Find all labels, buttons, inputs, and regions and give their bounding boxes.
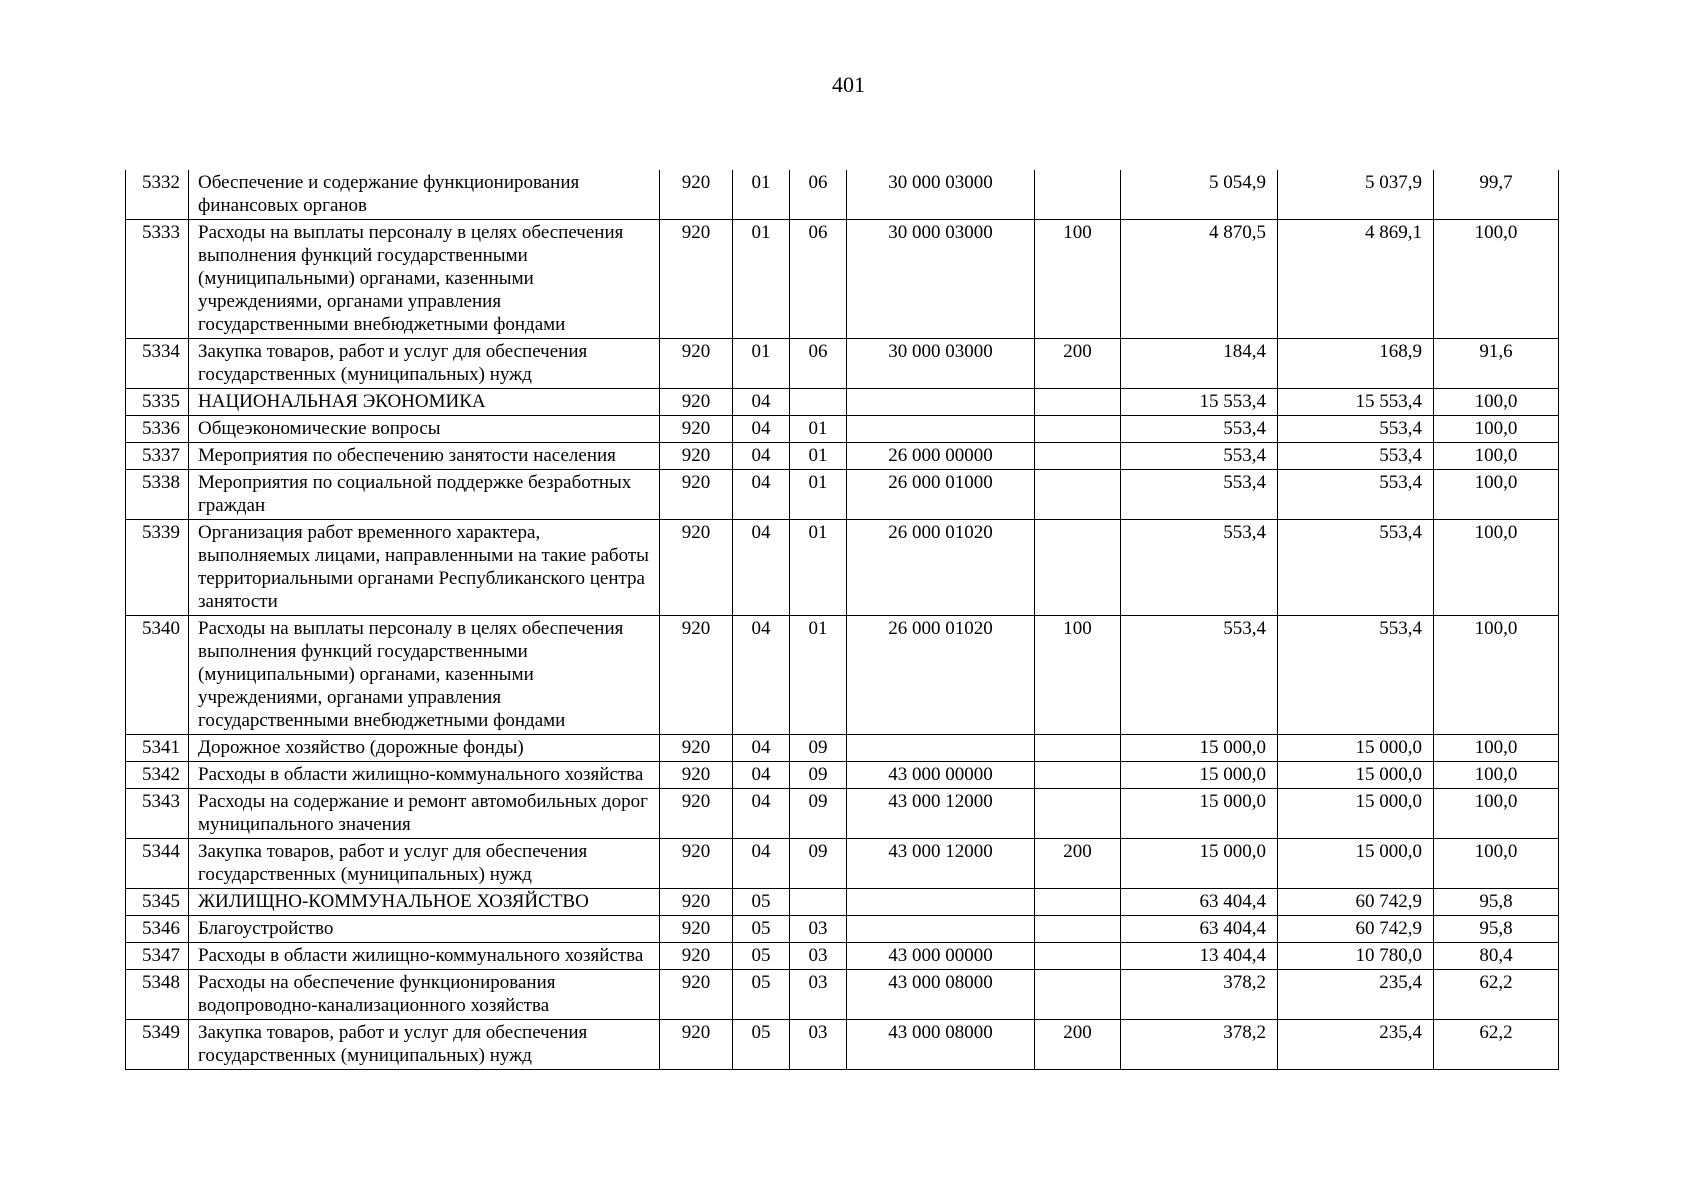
row-subsection: 03	[790, 970, 847, 1020]
row-plan: 13 404,4	[1121, 943, 1278, 970]
row-expense-type: 200	[1035, 339, 1121, 389]
row-section: 04	[733, 520, 790, 616]
row-fact: 60 742,9	[1278, 889, 1434, 916]
row-section: 04	[733, 416, 790, 443]
row-target-article	[847, 916, 1035, 943]
row-name: Мероприятия по обеспечению занятости населения	[189, 443, 660, 470]
row-section: 04	[733, 839, 790, 889]
row-target-article: 30 000 03000	[847, 170, 1035, 220]
row-expense-type	[1035, 520, 1121, 616]
table-row	[126, 220, 1559, 339]
row-percent: 95,8	[1434, 889, 1559, 916]
row-expense-type: 100	[1035, 616, 1121, 735]
row-target-article: 43 000 08000	[847, 1020, 1035, 1070]
row-number: 5345	[126, 889, 189, 916]
row-name: Обеспечение и содержание функционирования финансовых органов	[189, 170, 660, 220]
row-target-article: 43 000 00000	[847, 762, 1035, 789]
row-fact: 553,4	[1278, 470, 1434, 520]
row-target-article: 26 000 01000	[847, 470, 1035, 520]
row-name: Дорожное хозяйство (дорожные фонды)	[189, 735, 660, 762]
row-section: 04	[733, 470, 790, 520]
row-target-article: 26 000 00000	[847, 443, 1035, 470]
row-percent: 100,0	[1434, 839, 1559, 889]
row-expense-type	[1035, 389, 1121, 416]
row-percent: 91,6	[1434, 339, 1559, 389]
row-fact: 15 000,0	[1278, 735, 1434, 762]
row-plan: 553,4	[1121, 616, 1278, 735]
table-row	[126, 762, 1559, 789]
row-subsection: 09	[790, 839, 847, 889]
row-expense-type	[1035, 470, 1121, 520]
table-row	[126, 470, 1559, 520]
row-plan: 553,4	[1121, 520, 1278, 616]
row-plan: 63 404,4	[1121, 916, 1278, 943]
row-name: Общеэкономические вопросы	[189, 416, 660, 443]
row-section: 05	[733, 889, 790, 916]
row-plan: 15 000,0	[1121, 789, 1278, 839]
row-number: 5347	[126, 943, 189, 970]
row-percent: 100,0	[1434, 220, 1559, 339]
row-plan: 4 870,5	[1121, 220, 1278, 339]
row-subsection: 03	[790, 916, 847, 943]
row-percent: 100,0	[1434, 389, 1559, 416]
row-subsection: 06	[790, 220, 847, 339]
table-row	[126, 916, 1559, 943]
row-grbs: 920	[660, 1020, 733, 1070]
row-fact: 553,4	[1278, 520, 1434, 616]
row-number: 5336	[126, 416, 189, 443]
row-fact: 553,4	[1278, 416, 1434, 443]
table-row	[126, 416, 1559, 443]
row-subsection: 06	[790, 170, 847, 220]
row-target-article: 43 000 12000	[847, 789, 1035, 839]
row-plan: 553,4	[1121, 470, 1278, 520]
row-fact: 10 780,0	[1278, 943, 1434, 970]
row-fact: 5 037,9	[1278, 170, 1434, 220]
row-section: 01	[733, 220, 790, 339]
row-grbs: 920	[660, 170, 733, 220]
row-percent: 100,0	[1434, 616, 1559, 735]
row-section: 05	[733, 970, 790, 1020]
table-row	[126, 616, 1559, 735]
row-expense-type	[1035, 970, 1121, 1020]
row-number: 5335	[126, 389, 189, 416]
row-expense-type	[1035, 916, 1121, 943]
row-grbs: 920	[660, 470, 733, 520]
row-target-article	[847, 889, 1035, 916]
row-subsection: 01	[790, 443, 847, 470]
row-number: 5338	[126, 470, 189, 520]
row-percent: 100,0	[1434, 735, 1559, 762]
row-name: Благоустройство	[189, 916, 660, 943]
row-subsection: 09	[790, 762, 847, 789]
row-name: Расходы на содержание и ремонт автомобильных дорог муниципального значения	[189, 789, 660, 839]
row-plan: 553,4	[1121, 416, 1278, 443]
budget-table	[125, 170, 1559, 1070]
row-fact: 4 869,1	[1278, 220, 1434, 339]
row-percent: 62,2	[1434, 1020, 1559, 1070]
row-grbs: 920	[660, 839, 733, 889]
row-number: 5344	[126, 839, 189, 889]
row-name: Закупка товаров, работ и услуг для обеспечения государственных (муниципальных) нужд	[189, 1020, 660, 1070]
row-percent: 100,0	[1434, 470, 1559, 520]
row-section: 04	[733, 443, 790, 470]
row-target-article: 43 000 12000	[847, 839, 1035, 889]
row-plan: 378,2	[1121, 970, 1278, 1020]
table-row	[126, 789, 1559, 839]
row-name: Закупка товаров, работ и услуг для обеспечения государственных (муниципальных) нужд	[189, 839, 660, 889]
row-name: Расходы в области жилищно-коммунального хозяйства	[189, 762, 660, 789]
row-section: 05	[733, 1020, 790, 1070]
row-subsection: 09	[790, 735, 847, 762]
row-section: 04	[733, 762, 790, 789]
row-subsection: 09	[790, 789, 847, 839]
table-row	[126, 389, 1559, 416]
row-fact: 15 000,0	[1278, 839, 1434, 889]
row-target-article	[847, 416, 1035, 443]
row-target-article	[847, 389, 1035, 416]
table-row	[126, 520, 1559, 616]
row-grbs: 920	[660, 789, 733, 839]
row-section: 04	[733, 789, 790, 839]
row-fact: 60 742,9	[1278, 916, 1434, 943]
row-fact: 15 000,0	[1278, 789, 1434, 839]
row-fact: 235,4	[1278, 970, 1434, 1020]
row-grbs: 920	[660, 762, 733, 789]
row-grbs: 920	[660, 735, 733, 762]
row-percent: 100,0	[1434, 789, 1559, 839]
row-grbs: 920	[660, 443, 733, 470]
row-name: Мероприятия по социальной поддержке безработных граждан	[189, 470, 660, 520]
table-body	[126, 170, 1559, 1070]
row-grbs: 920	[660, 520, 733, 616]
row-plan: 5 054,9	[1121, 170, 1278, 220]
row-expense-type	[1035, 762, 1121, 789]
row-subsection: 06	[790, 339, 847, 389]
row-section: 01	[733, 170, 790, 220]
row-target-article	[847, 735, 1035, 762]
row-section: 01	[733, 339, 790, 389]
row-number: 5346	[126, 916, 189, 943]
row-grbs: 920	[660, 416, 733, 443]
row-subsection: 01	[790, 520, 847, 616]
table-row	[126, 1020, 1559, 1070]
row-name: Расходы на выплаты персоналу в целях обеспечения выполнения функций государственными (муниципальными) органами, казенными учреждениями, органами управления государственными внебюджетными фондами	[189, 220, 660, 339]
row-percent: 62,2	[1434, 970, 1559, 1020]
row-percent: 100,0	[1434, 443, 1559, 470]
row-plan: 15 553,4	[1121, 389, 1278, 416]
row-name: Закупка товаров, работ и услуг для обеспечения государственных (муниципальных) нужд	[189, 339, 660, 389]
page-number: 401	[832, 72, 865, 97]
row-plan: 63 404,4	[1121, 889, 1278, 916]
row-grbs: 920	[660, 943, 733, 970]
row-section: 05	[733, 943, 790, 970]
row-section: 05	[733, 916, 790, 943]
row-expense-type	[1035, 943, 1121, 970]
row-number: 5341	[126, 735, 189, 762]
table-row	[126, 943, 1559, 970]
row-fact: 235,4	[1278, 1020, 1434, 1070]
row-target-article: 26 000 01020	[847, 616, 1035, 735]
row-number: 5333	[126, 220, 189, 339]
table-row	[126, 889, 1559, 916]
row-plan: 378,2	[1121, 1020, 1278, 1070]
row-number: 5337	[126, 443, 189, 470]
row-name: НАЦИОНАЛЬНАЯ ЭКОНОМИКА	[189, 389, 660, 416]
row-grbs: 920	[660, 339, 733, 389]
row-subsection	[790, 389, 847, 416]
row-grbs: 920	[660, 389, 733, 416]
row-expense-type	[1035, 416, 1121, 443]
row-number: 5349	[126, 1020, 189, 1070]
row-plan: 15 000,0	[1121, 839, 1278, 889]
row-subsection: 01	[790, 416, 847, 443]
row-section: 04	[733, 389, 790, 416]
row-grbs: 920	[660, 220, 733, 339]
row-expense-type	[1035, 170, 1121, 220]
row-number: 5332	[126, 170, 189, 220]
row-expense-type: 200	[1035, 839, 1121, 889]
row-target-article: 30 000 03000	[847, 339, 1035, 389]
table-row	[126, 970, 1559, 1020]
row-name: Организация работ временного характера, выполняемых лицами, направленными на такие работы территориальными органами Республиканского центра занятости	[189, 520, 660, 616]
row-expense-type	[1035, 735, 1121, 762]
row-number: 5348	[126, 970, 189, 1020]
row-number: 5342	[126, 762, 189, 789]
table-row	[126, 443, 1559, 470]
row-expense-type	[1035, 443, 1121, 470]
row-grbs: 920	[660, 889, 733, 916]
row-name: Расходы на обеспечение функционирования водопроводно-канализационного хозяйства	[189, 970, 660, 1020]
row-subsection	[790, 889, 847, 916]
row-grbs: 920	[660, 616, 733, 735]
row-subsection: 03	[790, 1020, 847, 1070]
row-subsection: 01	[790, 616, 847, 735]
row-fact: 15 553,4	[1278, 389, 1434, 416]
row-name: Расходы на выплаты персоналу в целях обеспечения выполнения функций государственными (муниципальными) органами, казенными учреждениями, органами управления государственными внебюджетными фондами	[189, 616, 660, 735]
row-subsection: 01	[790, 470, 847, 520]
row-percent: 99,7	[1434, 170, 1559, 220]
row-grbs: 920	[660, 970, 733, 1020]
row-target-article: 43 000 00000	[847, 943, 1035, 970]
row-section: 04	[733, 616, 790, 735]
row-fact: 553,4	[1278, 616, 1434, 735]
row-subsection: 03	[790, 943, 847, 970]
row-plan: 184,4	[1121, 339, 1278, 389]
row-percent: 100,0	[1434, 416, 1559, 443]
table-row	[126, 339, 1559, 389]
row-fact: 168,9	[1278, 339, 1434, 389]
row-plan: 553,4	[1121, 443, 1278, 470]
row-plan: 15 000,0	[1121, 735, 1278, 762]
row-name: ЖИЛИЩНО-КОММУНАЛЬНОЕ ХОЗЯЙСТВО	[189, 889, 660, 916]
row-fact: 553,4	[1278, 443, 1434, 470]
row-target-article: 30 000 03000	[847, 220, 1035, 339]
row-section: 04	[733, 735, 790, 762]
row-percent: 100,0	[1434, 762, 1559, 789]
row-number: 5334	[126, 339, 189, 389]
row-expense-type: 100	[1035, 220, 1121, 339]
row-percent: 100,0	[1434, 520, 1559, 616]
row-percent: 80,4	[1434, 943, 1559, 970]
row-expense-type	[1035, 789, 1121, 839]
row-fact: 15 000,0	[1278, 762, 1434, 789]
row-name: Расходы в области жилищно-коммунального хозяйства	[189, 943, 660, 970]
row-grbs: 920	[660, 916, 733, 943]
table-row	[126, 170, 1559, 220]
table-row	[126, 839, 1559, 889]
row-number: 5339	[126, 520, 189, 616]
row-expense-type: 200	[1035, 1020, 1121, 1070]
row-number: 5343	[126, 789, 189, 839]
row-expense-type	[1035, 889, 1121, 916]
row-target-article: 26 000 01020	[847, 520, 1035, 616]
table-row	[126, 735, 1559, 762]
row-percent: 95,8	[1434, 916, 1559, 943]
row-plan: 15 000,0	[1121, 762, 1278, 789]
row-number: 5340	[126, 616, 189, 735]
row-target-article: 43 000 08000	[847, 970, 1035, 1020]
